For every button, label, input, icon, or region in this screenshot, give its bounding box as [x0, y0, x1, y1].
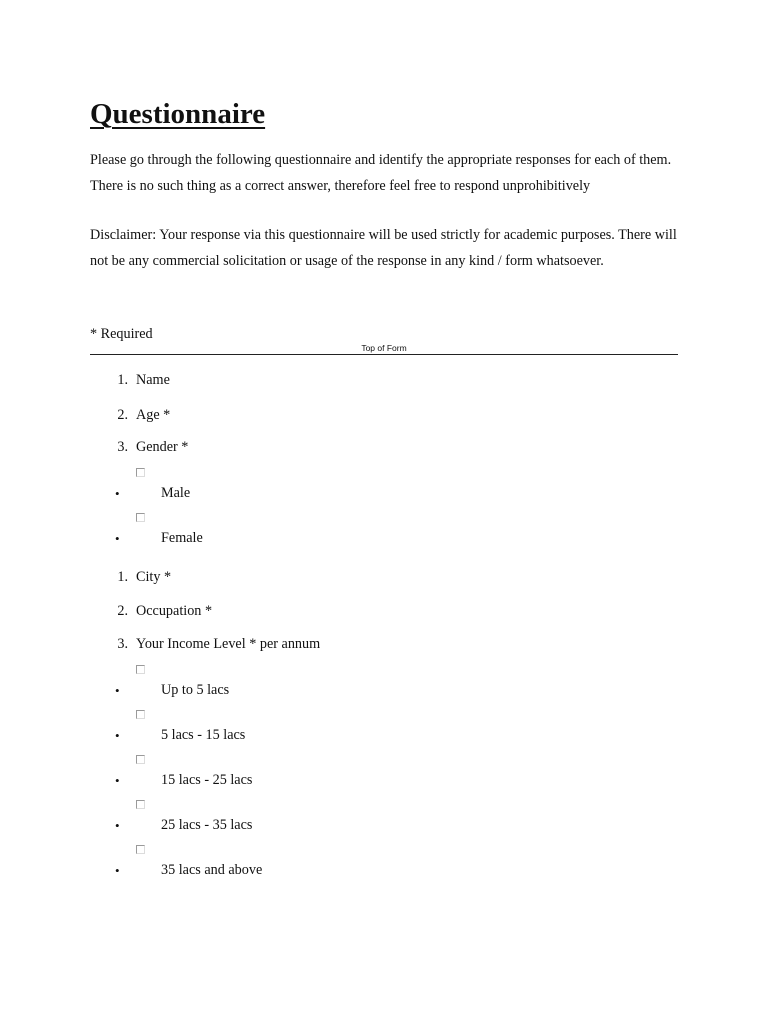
question-number: 3. — [117, 636, 128, 652]
top-of-form-label: Top of Form — [361, 343, 407, 353]
income-option-label: 35 lacs and above — [161, 862, 263, 878]
question-name-label: Name — [136, 372, 170, 388]
question-number: 1. — [117, 372, 128, 388]
form-divider — [90, 354, 678, 355]
question-number: 3. — [117, 439, 128, 455]
bullet: • — [115, 728, 120, 743]
income-option-checkbox[interactable] — [136, 665, 145, 674]
income-option-label: 5 lacs - 15 lacs — [161, 727, 246, 743]
bullet: • — [115, 486, 120, 501]
bullet: • — [115, 683, 120, 698]
question-income-label: Your Income Level * per annum — [136, 636, 321, 652]
income-option-checkbox[interactable] — [136, 755, 145, 764]
bullet: • — [115, 773, 120, 788]
question-number: 2. — [117, 407, 128, 423]
question-age-label: Age * — [136, 407, 171, 423]
question-number: 1. — [117, 569, 128, 585]
disclaimer-paragraph: Disclaimer: Your response via this questionnaire will be used strictly for academic purposes. There will not be any commercial solicitation or usage of the response in any kind / form whatsoever. — [90, 227, 677, 269]
bullet: • — [115, 818, 120, 833]
question-number: 2. — [117, 603, 128, 619]
gender-male-label: Male — [161, 485, 191, 501]
income-option-label: 25 lacs - 35 lacs — [161, 817, 253, 833]
intro-paragraph: Please go through the following questionnaire and identify the appropriate responses for each of them. There is no such thing as a correct answer, therefore feel free to respond unprohibitively — [90, 152, 672, 194]
income-option-checkbox[interactable] — [136, 845, 145, 854]
bullet: • — [115, 863, 120, 878]
income-option-checkbox[interactable] — [136, 710, 145, 719]
page-title: Questionnaire — [90, 98, 266, 130]
gender-male-checkbox[interactable] — [136, 468, 145, 477]
bullet: • — [115, 531, 120, 546]
income-option-label: 15 lacs - 25 lacs — [161, 772, 253, 788]
income-option-checkbox[interactable] — [136, 800, 145, 809]
question-gender-label: Gender * — [136, 439, 189, 455]
question-occupation-label: Occupation * — [136, 603, 213, 619]
gender-female-label: Female — [161, 530, 203, 546]
gender-female-checkbox[interactable] — [136, 513, 145, 522]
income-option-label: Up to 5 lacs — [161, 682, 230, 698]
question-city-label: City * — [136, 569, 172, 585]
required-note: * Required — [90, 326, 153, 342]
